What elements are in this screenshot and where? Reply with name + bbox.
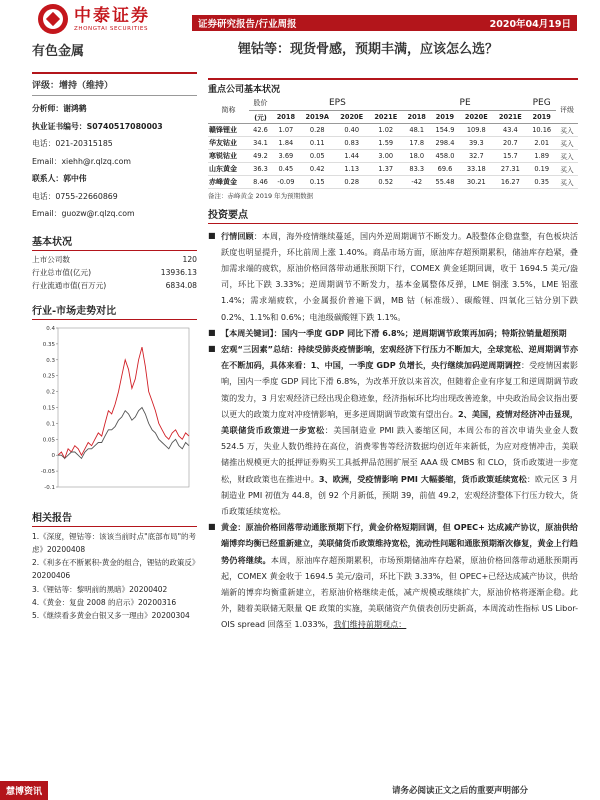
company-name: 寒锐钴业 bbox=[209, 151, 237, 160]
table-cell: 27.31 bbox=[500, 164, 520, 173]
table-cell: 30.21 bbox=[466, 177, 486, 186]
y-tick-label: 0.2 bbox=[46, 389, 55, 396]
table-header-top bbox=[208, 97, 578, 110]
table-note: 备注：赤峰黄金 2019 年为预期数据 bbox=[208, 191, 314, 200]
table-cell: 1.44 bbox=[344, 151, 360, 160]
analyst-row bbox=[32, 170, 197, 188]
table-header-sub bbox=[208, 110, 578, 123]
table-cell: 10.16 bbox=[532, 125, 552, 134]
report-type: 证券研究报告/行业周报 bbox=[198, 19, 297, 30]
table-cell: 32.7 bbox=[468, 151, 484, 160]
invest-key-text: 2、美国，疫情对经济冲击显现，美联储货币政策进一步宽松 bbox=[221, 408, 578, 435]
table-cell: 1.37 bbox=[378, 164, 394, 173]
analyst-label: 电话： bbox=[32, 139, 56, 148]
report-date: 2020年04月19日 bbox=[489, 19, 571, 30]
invest-key-text: 3、欧洲，受疫情影响 PMI 大幅萎缩，货币政策延续宽松 bbox=[318, 473, 527, 484]
related-item: 5.《继续看多黄金白银又多一理由》20200304 bbox=[32, 611, 190, 621]
stat-value: 120 bbox=[182, 254, 197, 264]
table-cell: 83.3 bbox=[409, 164, 425, 173]
table-cell: 18.0 bbox=[409, 151, 425, 160]
valuation-table bbox=[208, 97, 578, 189]
analyst-row bbox=[32, 100, 197, 118]
invest-text: 我们维持前期观点： bbox=[333, 619, 407, 630]
table-cell: 154.9 bbox=[435, 125, 455, 134]
col-rating: 评级 bbox=[559, 105, 574, 114]
stat-label: 行业总市值(亿元) bbox=[32, 267, 92, 277]
y-tick-label: -0.1 bbox=[44, 484, 55, 491]
related-title: 相关报告 bbox=[32, 509, 197, 527]
analyst-value: 021-20315185 bbox=[55, 139, 113, 148]
col-price: 股价 bbox=[253, 99, 268, 108]
table-row bbox=[208, 123, 578, 136]
right-column bbox=[208, 78, 578, 633]
col-name: 简称 bbox=[221, 105, 236, 114]
col-peg: PEG bbox=[532, 98, 551, 109]
invest-key-text: 行情回顾 bbox=[221, 230, 254, 241]
y-tick-label: 0.4 bbox=[46, 325, 55, 332]
table-cell: 0.35 bbox=[534, 177, 550, 186]
stat-label: 行业流通市值(百万元) bbox=[32, 280, 107, 290]
logo-name-cn: 中泰证券 bbox=[74, 5, 150, 26]
invest-key-text: 黄金：原油价格回落带动通胀预期下行，黄金价格短期回调，但 OPEC+ 达成减产协议，原油供给端博弈均衡已经重新建立，美联储货币政策维持宽松，流动性问题和通胀预期渐次修复，黄金上行趋势仍将继续。 bbox=[221, 522, 578, 565]
company-name: 华友钴业 bbox=[209, 138, 237, 147]
analyst-value: S0740517080003 bbox=[86, 121, 163, 131]
table-subheader: 2019 bbox=[435, 112, 455, 121]
analyst-value: 0755-22660869 bbox=[55, 191, 118, 201]
analyst-label: 电话： bbox=[32, 191, 56, 201]
footer-watermark: 慧博资讯 bbox=[0, 781, 48, 800]
left-column bbox=[32, 72, 197, 623]
company-logo bbox=[38, 4, 150, 34]
table-cell: 买入 bbox=[560, 178, 574, 187]
table-cell: 买入 bbox=[560, 126, 574, 135]
y-tick-label: 0.35 bbox=[42, 341, 55, 348]
plot-frame bbox=[58, 328, 189, 487]
footer-disclaimer: 请务必阅读正文之后的重要声明部分 bbox=[392, 786, 529, 796]
table-title: 重点公司基本状况 bbox=[208, 78, 578, 97]
invest-text: ：欧元区 3 月制造业 PMI 初值为 44.8，创 92 个月新低，预期 39，前值 49.2，宏观经济整体下行压力较大，货币政策延续宽松。 bbox=[221, 473, 578, 516]
table-cell: 36.3 bbox=[253, 164, 268, 173]
table-row bbox=[208, 136, 578, 149]
y-tick-label: 0.25 bbox=[42, 373, 55, 380]
stat-value: 6834.08 bbox=[165, 280, 197, 290]
logo-name-en: ZHONGTAI SECURITIES bbox=[74, 25, 149, 32]
analyst-label: 执业证书编号： bbox=[32, 121, 87, 131]
col-eps: EPS bbox=[328, 98, 346, 109]
analyst-label: 分析师： bbox=[32, 104, 64, 113]
analyst-value: xiehh@r.qlzq.com bbox=[61, 156, 131, 166]
table-cell: 39.3 bbox=[468, 138, 484, 147]
logo-mark-icon bbox=[38, 4, 68, 34]
table-cell: 买入 bbox=[560, 139, 574, 148]
trend-title: 行业-市场走势对比 bbox=[32, 302, 197, 320]
invest-text: ：美国制造业 PMI 跌入萎缩区间，本周公布的首次申请失业金人数 524.5 万，失业人数仍维持在高位，消费零售等经济数据均创近年来新低，为应对疫情冲击，美联储推出规模更大的抵押证券购买工具抵押品范围扩展至 AAA 级 CMBS 和 CLO，货币政策进一步宽松，财政政策也在推进中。 bbox=[221, 424, 578, 484]
table-subheader: (元) bbox=[254, 113, 267, 122]
table-cell: 3.00 bbox=[378, 151, 394, 160]
invest-key-text: 【本周关键词】：国内一季度 GDP 同比下滑 6.8%；逆周期调节政策再加码；特斯拉销量超预期 bbox=[221, 327, 567, 338]
stat-row bbox=[32, 279, 197, 292]
table-cell: 298.4 bbox=[435, 138, 455, 147]
table-cell: 458.0 bbox=[435, 151, 455, 160]
table-cell: 0.45 bbox=[278, 164, 294, 173]
table-cell: 0.28 bbox=[309, 125, 325, 134]
stat-value: 13936.13 bbox=[160, 267, 197, 277]
y-tick-label: 0.3 bbox=[46, 357, 55, 364]
basic-title: 基本状况 bbox=[32, 233, 197, 251]
table-subheader: 2021E bbox=[374, 112, 398, 121]
table-cell: -0.09 bbox=[277, 177, 295, 186]
table-cell: 1.13 bbox=[344, 164, 360, 173]
table-cell: 33.18 bbox=[466, 164, 486, 173]
table-cell: -42 bbox=[411, 177, 423, 186]
related-reports bbox=[32, 530, 197, 623]
table-cell: 20.7 bbox=[503, 138, 518, 147]
stat-row bbox=[32, 266, 197, 279]
analyst-label: Email： bbox=[32, 156, 62, 166]
table-cell: 0.42 bbox=[309, 164, 325, 173]
table-subheader: 2019 bbox=[532, 112, 551, 121]
invest-item bbox=[208, 519, 578, 632]
table-cell: 16.27 bbox=[500, 177, 520, 186]
report-topbar bbox=[192, 15, 577, 31]
related-item: 2.《利多在不断累积-黄金的组合，锂钴的政策反》20200406 bbox=[32, 558, 196, 581]
rating: 评级：增持（维持） bbox=[32, 72, 197, 96]
table-subheader: 2020E bbox=[464, 112, 488, 121]
stat-label: 上市公司数 bbox=[32, 254, 70, 264]
table-subheader: 2020E bbox=[340, 112, 364, 121]
analyst-value: guozw@r.qlzq.com bbox=[61, 209, 135, 218]
table-cell: 2.01 bbox=[534, 138, 550, 147]
table-cell: 1.07 bbox=[278, 125, 294, 134]
analyst-row bbox=[32, 188, 197, 206]
y-tick-label: 0.1 bbox=[46, 420, 55, 427]
analyst-value: 谢鸿鹤 bbox=[63, 104, 87, 113]
related-item: 1.《深度，锂钴等：该该当前时点"底部布局"的考虑》20200408 bbox=[32, 531, 197, 554]
table-cell: 1.59 bbox=[378, 138, 394, 147]
analyst-value: 郭中伟 bbox=[63, 174, 87, 183]
invest-item bbox=[208, 325, 578, 341]
table-cell: 3.69 bbox=[278, 151, 294, 160]
y-tick-label: 0.15 bbox=[42, 405, 55, 411]
stat-row bbox=[32, 253, 197, 266]
related-item: 4.《黄金：复盘 2008 的启示》20200316 bbox=[32, 597, 177, 607]
company-name: 赣锋锂业 bbox=[209, 125, 237, 134]
table-cell: 43.4 bbox=[503, 125, 518, 134]
table-cell: 0.15 bbox=[309, 177, 325, 186]
table-subheader: 2019A bbox=[305, 112, 329, 121]
table-subheader: 2018 bbox=[276, 112, 296, 121]
basic-stats bbox=[32, 253, 197, 292]
table-row bbox=[208, 162, 578, 175]
table-row bbox=[208, 149, 578, 162]
table-cell: 0.05 bbox=[309, 151, 325, 160]
trend-chart-svg bbox=[32, 322, 197, 497]
analyst-label: Email： bbox=[32, 209, 62, 218]
analyst-row bbox=[32, 205, 197, 223]
trend-chart bbox=[32, 322, 197, 499]
related-item: 3.《锂钴等：黎明前的黑暗》20200402 bbox=[32, 584, 168, 594]
y-tick-label: -0.05 bbox=[40, 468, 55, 475]
table-cell: 0.83 bbox=[344, 138, 360, 147]
col-pe: PE bbox=[459, 98, 471, 109]
table-cell: 109.8 bbox=[466, 125, 486, 134]
table-cell: 69.6 bbox=[437, 164, 453, 173]
table-cell: 48.1 bbox=[409, 125, 425, 134]
company-name: 山东黄金 bbox=[209, 164, 237, 173]
table-cell: 买入 bbox=[560, 152, 574, 161]
analyst-label: 联系人： bbox=[32, 174, 64, 183]
table-cell: 55.48 bbox=[435, 177, 455, 186]
analyst-row bbox=[32, 118, 197, 136]
table-cell: 0.40 bbox=[344, 125, 360, 134]
table-cell: 34.1 bbox=[253, 138, 268, 147]
sector-label: 有色金属 bbox=[32, 44, 85, 59]
series-line bbox=[58, 407, 189, 458]
series-line bbox=[58, 347, 189, 458]
table-cell: 8.46 bbox=[253, 177, 268, 186]
invest-title: 投资要点 bbox=[208, 206, 578, 224]
table-cell: 1.02 bbox=[378, 125, 394, 134]
invest-text: ：受疫情因素影响，国内一季度 GDP 同比下滑 6.8%，为改革开放以来首次，但随着企业有序复工和逆周期调节政策的发力，3 月宏观经济已经出现企稳迹象，经济指标环比均出现改善迹象，中央政治局会议指出要以更大的政策力度对冲疫情影响，更多逆周期调节政策有望出台。 bbox=[221, 360, 578, 419]
y-tick-label: 0 bbox=[51, 452, 55, 459]
table-subheader: 2021E bbox=[498, 112, 522, 121]
table-cell: 49.2 bbox=[253, 151, 268, 160]
table-cell: 0.19 bbox=[534, 164, 550, 173]
table-subheader: 2018 bbox=[407, 112, 426, 121]
table-cell: 1.84 bbox=[278, 138, 294, 147]
report-title: 锂钴等：现货骨感，预期丰满，应该怎么选？ bbox=[238, 42, 499, 57]
table-cell: 42.6 bbox=[253, 125, 268, 134]
table-cell: 0.11 bbox=[309, 138, 325, 147]
invest-key-text: 宏观“三因素”总结：持续受肺炎疫情影响，宏观经济下行压力不断加大，全球宽松、逆周期调节亦在不断加码，具体来看：1、中国，一季度 GDP 负增长，央行继续加码逆周期调控 bbox=[221, 343, 578, 371]
table-cell: 17.8 bbox=[409, 138, 425, 147]
table-row bbox=[208, 175, 578, 188]
table-cell: 15.7 bbox=[503, 151, 518, 160]
analyst-row bbox=[32, 153, 197, 171]
table-cell: 1.89 bbox=[534, 151, 550, 160]
company-name: 赤峰黄金 bbox=[209, 177, 237, 186]
invest-item bbox=[208, 341, 578, 519]
table-body bbox=[208, 123, 578, 188]
table-cell: 0.28 bbox=[344, 177, 360, 186]
invest-item bbox=[208, 228, 578, 325]
table-cell: 买入 bbox=[560, 165, 574, 174]
analyst-row bbox=[32, 135, 197, 153]
y-tick-label: 0.05 bbox=[42, 436, 55, 443]
invest-points bbox=[208, 228, 578, 633]
table-cell: 0.52 bbox=[378, 177, 394, 186]
invest-text: 本周，原油库存超预期累积，市场预期储油库存趋紧，原油价格回落带动通胀预期再起，COMEX 黄金收于 1694.5 美元/盎司，环比下跌 3.33%，但 OPEC+已经达成减产协议，供给端新的博弈均衡重新建立，若原油价格继续走低，减产规模或继续扩大，原油价格将逐渐企稳。此外，随着美联储无限量 QE 政策的实施，美联储资产负债表创历史新高，本周流动性指标 US Libor-OIS spread 回落至 1.033%， bbox=[221, 554, 578, 630]
invest-text: ：本周，海外疫情继续蔓延，国内外逆周期调节不断发力。A股整体企稳盘整，有色板块活跃度也明显提升，环比前周上涨 1.40%。商品市场方面，原油库存超预期累积，储油库存趋紧，叠加需求端的疲软，原油价格回落带动通胀预期下行，COMEX 黄金延期回调，收于 1694.5 美元/盎司，环比下跌 3.33%；逆周期调节不断发力，基本金属整体反弹，LME 铜涨 3.5%，LME 铝涨 1.4%；需求端疲软，小金属报价普遍下调，MB 钴（标准级）、碳酸锂、四氧化三钴分别下跌 0.2%、1.1%和 0.6%；电池级碳酸锂下跌 1.1%。 bbox=[221, 230, 578, 322]
analyst-info bbox=[32, 100, 197, 223]
